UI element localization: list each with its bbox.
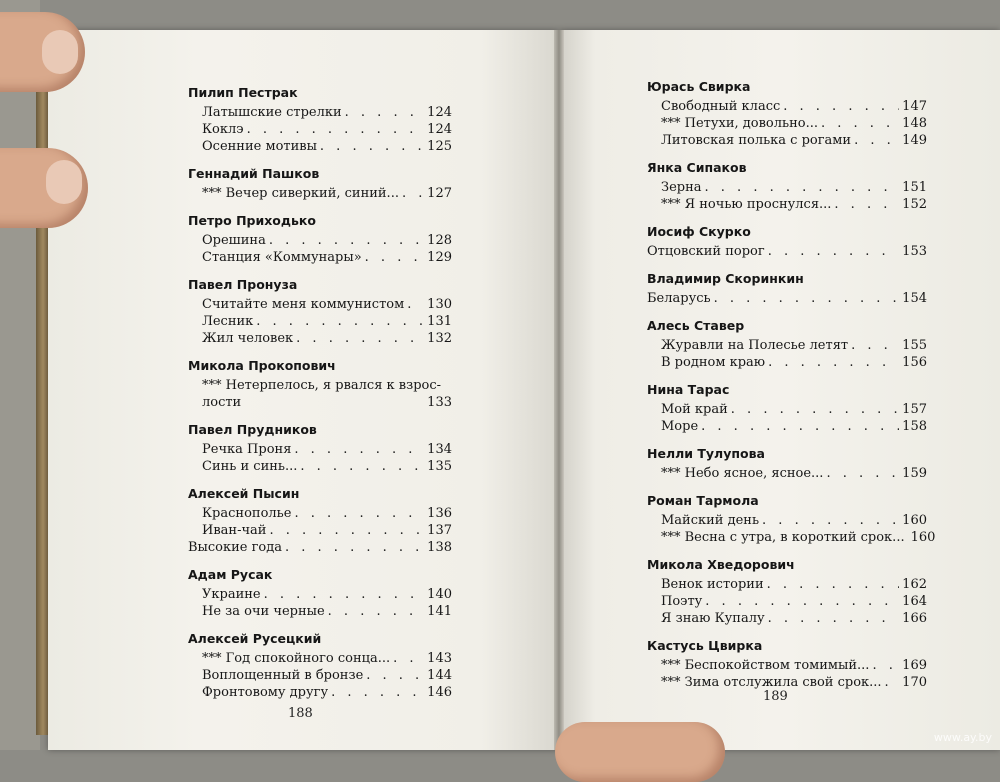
entry-title: Иван-чай [202,523,267,538]
dot-leader [768,610,900,627]
entry-page-number: 152 [902,197,927,212]
entry-title: *** Петухи, довольно... [661,116,818,131]
toc-entry [188,458,452,475]
entry-page-number: 162 [902,577,927,592]
dot-leader [834,196,899,213]
thumb-bottom-right [555,722,725,782]
entry-page-number: 128 [427,233,452,248]
toc-entry [188,296,452,313]
entry-title: Беларусь [647,291,711,306]
author-name: Алексей Пысин [188,486,300,501]
entry-page-number: 149 [902,133,927,148]
entry-page-number: 131 [427,314,452,329]
entry-page-number: 129 [427,250,452,265]
author-name: Геннадий Пашков [188,166,320,181]
author-name: Пилип Пестрак [188,85,298,100]
author-name: Павел Прудников [188,422,317,437]
entry-title-continuation: лости [202,395,242,410]
toc-entry [188,539,452,556]
toc-entry [647,179,927,196]
dot-leader [365,249,425,266]
toc-entry [188,377,452,394]
toc-entry [647,290,927,307]
entry-title: Станция «Коммунары» [202,250,362,265]
entry-page-number: 154 [902,291,927,306]
entry-page-number: 132 [427,331,452,346]
entry-page-number: 140 [427,587,452,602]
entry-page-number: 137 [427,523,452,538]
toc-entry [188,667,452,684]
dot-leader [247,121,425,138]
entry-title: В родном краю [661,355,766,370]
toc-entry [647,98,927,115]
dot-leader [345,104,425,121]
author-name: Петро Приходько [188,213,316,228]
author-name: Нелли Тулупова [647,446,765,461]
entry-title: Фронтовому другу [202,685,329,700]
dot-leader [269,522,424,539]
toc-right-column [647,78,936,691]
entry-title: *** Зима отслужила свой срок... [661,675,882,690]
toc-entry [647,529,936,546]
entry-page-number: 127 [427,186,452,201]
toc-entry [188,330,452,347]
entry-page-number: 151 [902,180,927,195]
dot-leader [407,296,424,313]
entry-title: Журавли на Полесье летят [661,338,849,353]
entry-page-number: 146 [427,685,452,700]
entry-title: Венок истории [661,577,764,592]
entry-title: Речка Проня [202,442,292,457]
toc-entry [647,576,927,593]
entry-title: Считайте меня коммунистом [202,297,405,312]
toc-entry [647,401,927,418]
entry-title: Высокие года [188,540,283,555]
author-name: Адам Русак [188,567,273,582]
dot-leader [767,576,900,593]
entry-title: Не за очи черные [202,604,325,619]
toc-entry [647,243,927,260]
toc-entry-continuation [188,394,452,411]
book-gutter [554,30,564,750]
dot-leader [300,458,424,475]
entry-title: *** Небо ясное, ясное... [661,466,824,481]
entry-title: Мой край [661,402,728,417]
author-name: Алексей Русецкий [188,631,322,646]
dot-leader [701,418,899,435]
entry-page-number: 169 [902,658,927,673]
entry-page-number: 153 [902,244,927,259]
dot-leader [331,684,424,701]
toc-entry [188,249,452,266]
entry-page-number: 143 [427,651,452,666]
entry-page-number: 170 [902,675,927,690]
author-name: Алесь Ставер [647,318,745,333]
entry-title: Жил человек [202,331,294,346]
dot-leader [269,232,424,249]
toc-entry [188,505,452,522]
fingernail [42,30,78,74]
dot-leader [854,132,899,149]
toc-entry [188,185,452,202]
dot-leader [320,138,424,155]
entry-page-number: 138 [427,540,452,555]
dot-leader [328,603,425,620]
toc-entry [647,512,927,529]
entry-title: Орешина [202,233,266,248]
toc-entry [188,684,452,701]
toc-entry [188,313,452,330]
dot-leader [851,337,899,354]
dot-leader [402,185,424,202]
entry-title: Отцовский порог [647,244,765,259]
toc-entry [188,121,452,138]
toc-entry [647,418,927,435]
entry-page-number: 157 [902,402,927,417]
entry-page-number: 158 [902,419,927,434]
entry-title: Море [661,419,699,434]
entry-title: Краснополье [202,506,292,521]
entry-page-number: 147 [902,99,927,114]
entry-title: *** Весна с утра, в короткий срок... [661,530,905,545]
toc-entry [647,465,927,482]
entry-page-number: 135 [427,459,452,474]
entry-title: Латышские стрелки [202,105,342,120]
entry-title: Украине [202,587,261,602]
entry-title: Осенние мотивы [202,139,317,154]
entry-page-number: 136 [427,506,452,521]
entry-title: Воплощенный в бронзе [202,668,364,683]
author-name: Микола Хведорович [647,557,795,572]
entry-page-number: 155 [902,338,927,353]
toc-left-column [188,84,452,701]
dot-leader [294,441,424,458]
dot-leader [821,115,899,132]
entry-title: *** Беспокойством томимый... [661,658,870,673]
author-name: Роман Тармола [647,493,759,508]
entry-page-number: 141 [427,604,452,619]
entry-title: Майский день [661,513,760,528]
toc-entry [647,610,927,627]
page-number-left: 188 [288,706,313,721]
entry-page-number: 156 [902,355,927,370]
toc-entry [647,593,927,610]
toc-entry [647,657,927,674]
dot-leader [264,586,425,603]
entry-title: Коклэ [202,122,244,137]
dot-leader [705,593,899,610]
toc-entry [647,354,927,371]
page-number-right: 189 [763,689,788,704]
entry-title: Синь и синь... [202,459,298,474]
entry-title: Лесник [202,314,254,329]
entry-title: *** Год спокойного сонца... [202,651,391,666]
dot-leader [705,179,900,196]
entry-page-number: 159 [902,466,927,481]
toc-entry [188,441,452,458]
dot-leader [256,313,424,330]
dot-leader [731,401,899,418]
entry-page-number: 124 [427,105,452,120]
entry-page-number: 166 [902,611,927,626]
entry-page-number: 164 [902,594,927,609]
dot-leader [366,667,424,684]
toc-entry [188,138,452,155]
entry-page-number: 160 [902,513,927,528]
author-name: Павел Пронуза [188,277,298,292]
toc-entry [188,603,452,620]
entry-page-number: 144 [427,668,452,683]
dot-leader [762,512,899,529]
entry-page-number: 125 [427,139,452,154]
watermark: www.ay.by [933,731,992,744]
dot-leader [714,290,900,307]
entry-page-number: 133 [427,395,452,410]
entry-title: *** Я ночью проснулся... [661,197,832,212]
toc-entry [188,522,452,539]
entry-title: *** Вечер сиверкий, синий... [202,186,399,201]
author-name: Иосиф Скурко [647,224,751,239]
dot-leader [826,465,899,482]
toc-entry [188,650,452,667]
author-name: Владимир Скоринкин [647,271,804,286]
author-name: Юрась Свирка [647,79,751,94]
entry-title: Свободный класс [661,99,781,114]
entry-title: Я знаю Купалу [661,611,765,626]
entry-page-number: 134 [427,442,452,457]
toc-entry [647,337,927,354]
entry-page-number: 160 [910,530,936,545]
author-name: Нина Тарас [647,382,730,397]
entry-title: Литовская полька с рогами [661,133,852,148]
dot-leader [393,650,424,667]
author-name: Кастусь Цвирка [647,638,763,653]
dot-leader [768,354,899,371]
entry-page-number: 124 [427,122,452,137]
entry-title: Поэту [661,594,703,609]
entry-title: Зерна [661,180,702,195]
entry-title: *** Нетерпелось, я рвался к взрос- [202,378,442,393]
entry-page-number: 130 [427,297,452,312]
toc-entry [647,115,927,132]
dot-leader [296,330,424,347]
author-name: Янка Сипаков [647,160,747,175]
author-name: Микола Прокопович [188,358,336,373]
toc-entry [188,232,452,249]
toc-entry [188,586,452,603]
dot-leader [294,505,424,522]
dot-leader [885,674,900,691]
entry-page-number: 148 [902,116,927,131]
dot-leader [285,539,424,556]
fingernail [46,160,82,204]
dot-leader [768,243,899,260]
dot-leader [872,657,899,674]
toc-entry [647,196,927,213]
toc-entry [188,104,452,121]
dot-leader [783,98,899,115]
toc-entry [647,132,927,149]
background-surface [0,0,40,750]
